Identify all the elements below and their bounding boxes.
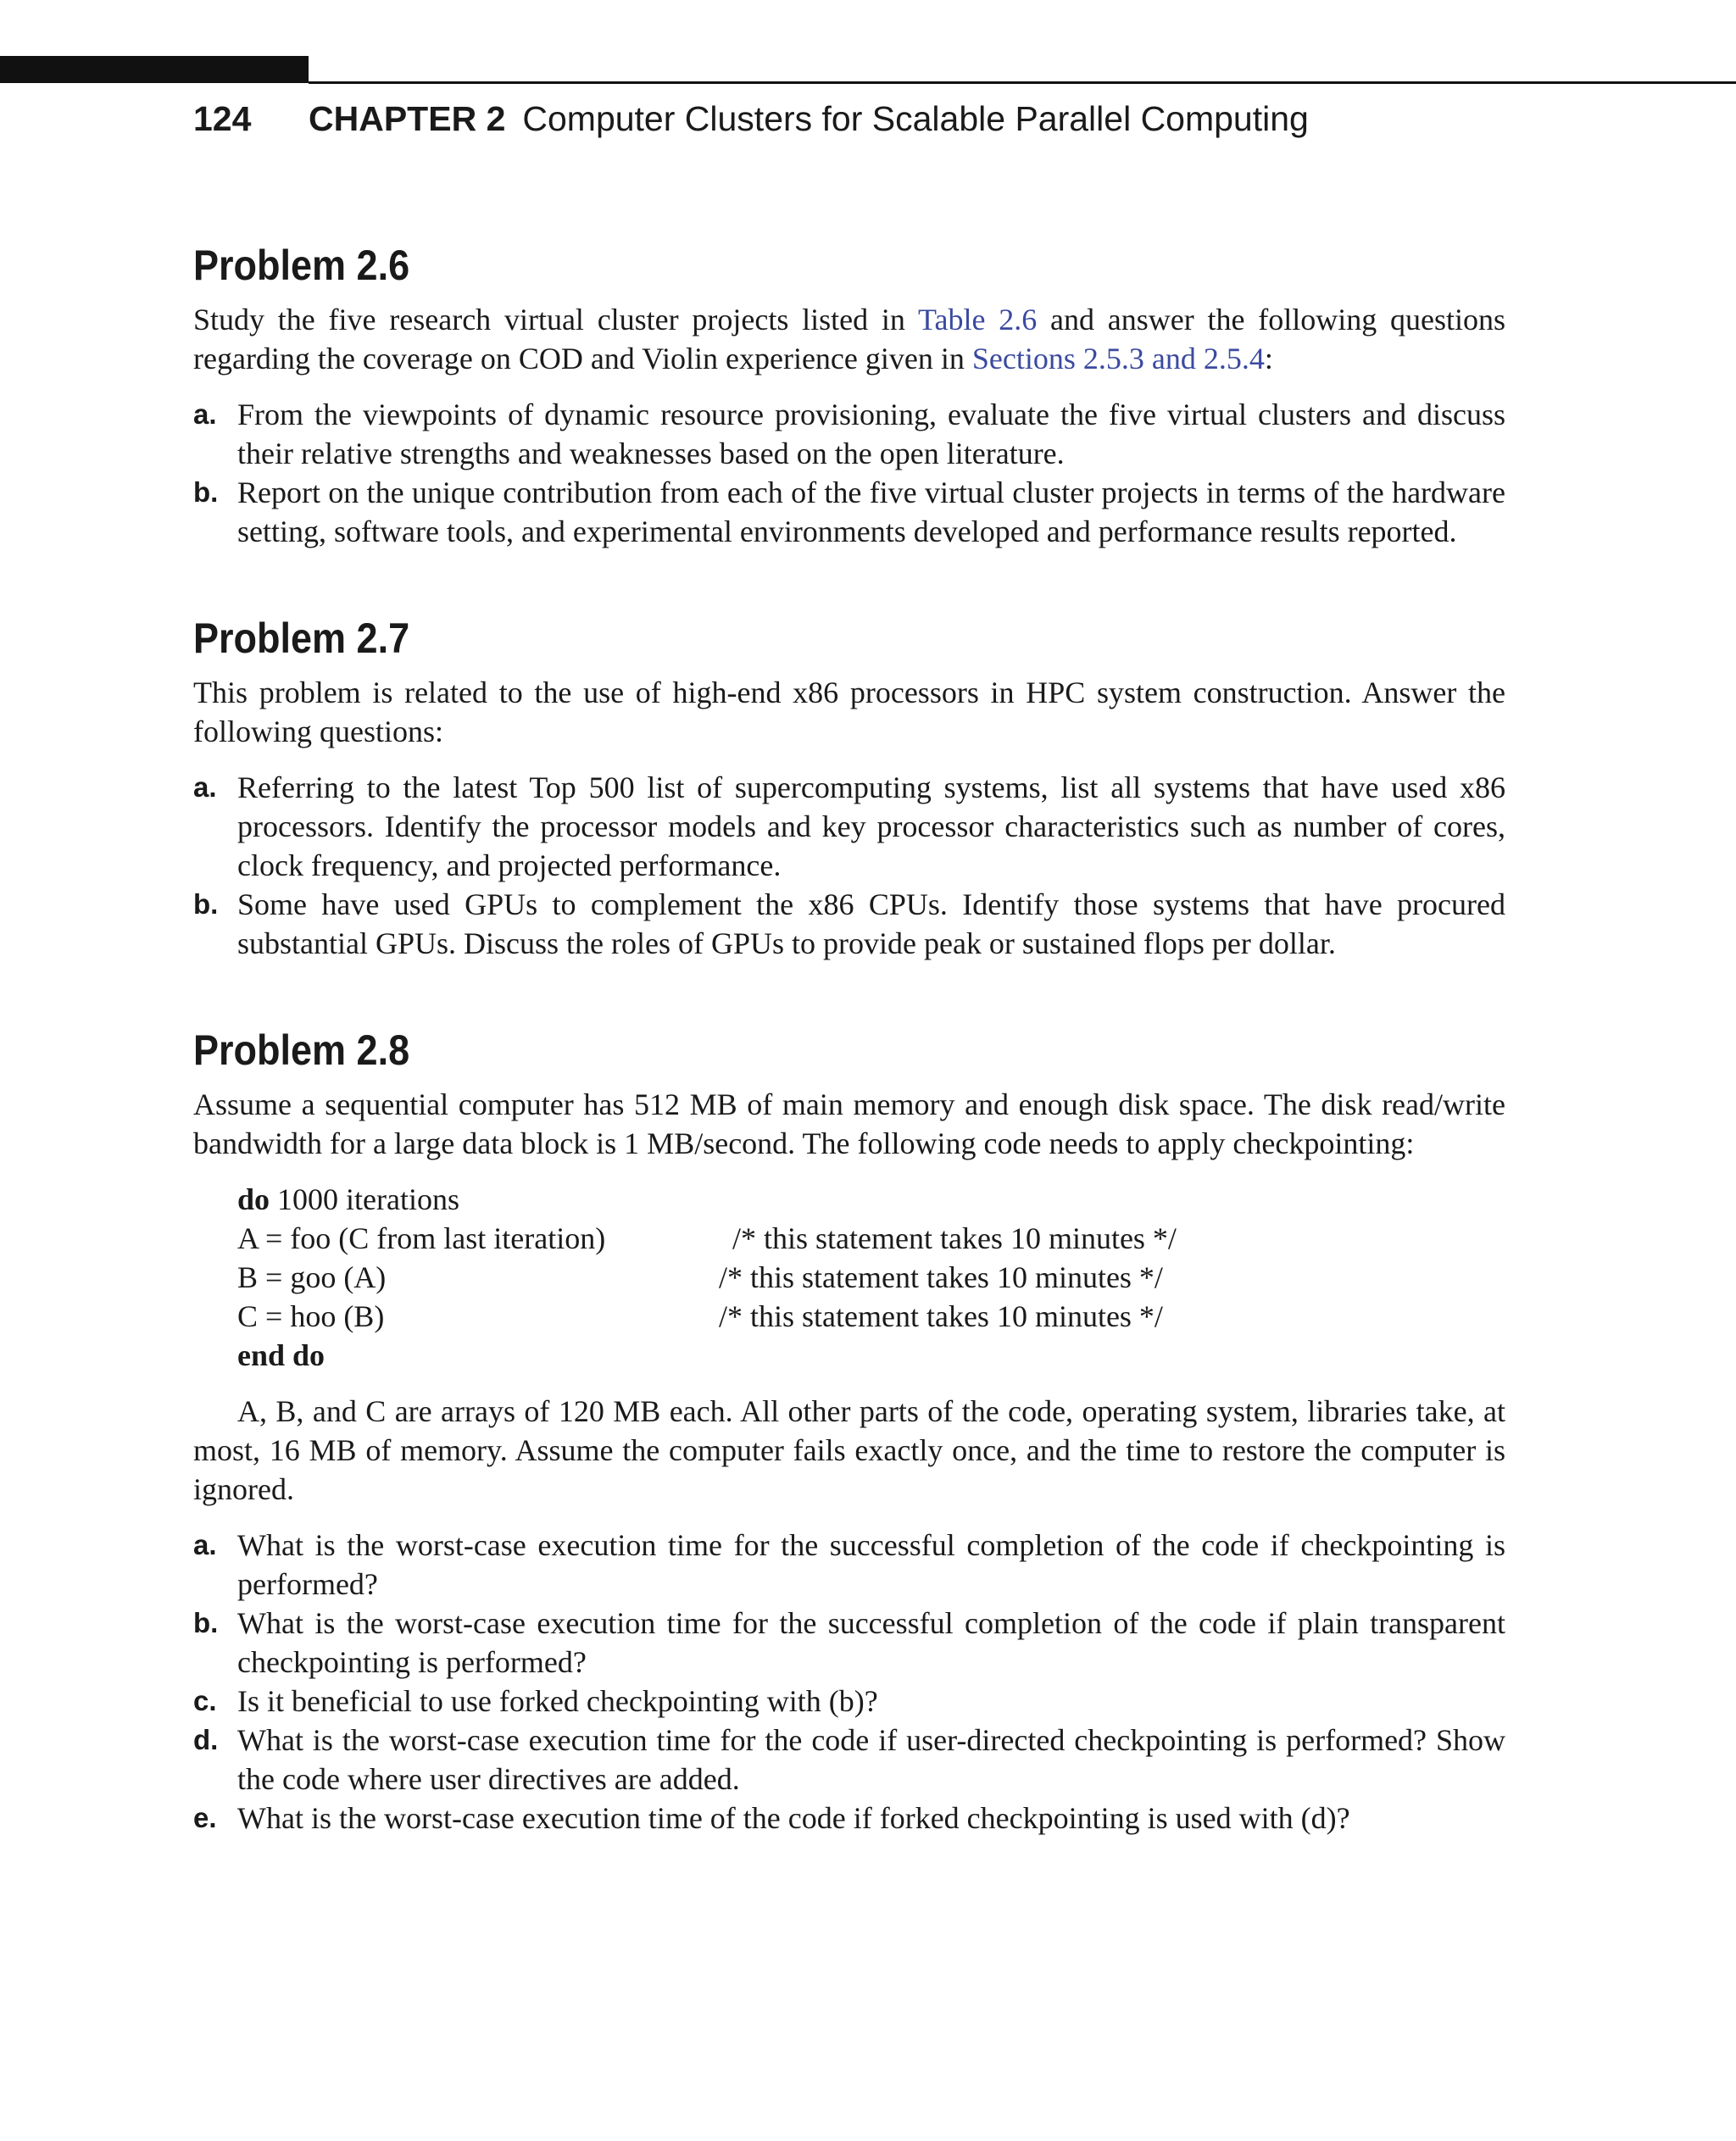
page-body: [193, 239, 1505, 1899]
item-label: a.: [193, 398, 217, 430]
item-label: d.: [193, 1724, 219, 1755]
header-bar: [0, 56, 309, 83]
code-line: [237, 1297, 1505, 1336]
problem-intro: Assume a sequential computer has 512 MB of main memory and enough disk space. The disk read/write bandwidth for a large data block is 1 MB/second. The following code needs to apply checkpointing:: [193, 1087, 1505, 1160]
question-item: [193, 473, 1505, 551]
code-statement: A = foo (C from last iteration): [237, 1221, 606, 1255]
code-statement: B = goo (A): [237, 1260, 387, 1294]
code-line: [237, 1258, 1505, 1297]
code-block: [237, 1180, 1505, 1375]
table-2-6-link[interactable]: Table 2.6: [918, 303, 1038, 336]
problem-title: Problem 2.8: [193, 1026, 410, 1074]
problem-2-6: [193, 239, 1505, 551]
code-text: 1000 iterations: [270, 1182, 459, 1216]
item-text: Report on the unique contribution from each of the five virtual cluster projects in terms of the hardware setting, software tools, and experimental environments developed and performance results reported.: [237, 475, 1505, 548]
problem-title: Problem 2.7: [193, 614, 410, 662]
problem-2-7: [193, 612, 1505, 963]
item-label: b.: [193, 476, 219, 508]
problem-intro: This problem is related to the use of high-end x86 processors in HPC system construction. Answer the following questions:: [193, 676, 1505, 748]
code-line: [237, 1336, 1505, 1375]
problem-2-8: [193, 1024, 1505, 1838]
item-text: What is the worst-case execution time of the code if forked checkpointing is used with (d)?: [237, 1801, 1350, 1835]
code-line: [237, 1219, 1505, 1258]
item-label: c.: [193, 1685, 217, 1716]
intro-text: and answer the following questions regarding the coverage on COD and Violin experience given in: [193, 303, 1506, 375]
question-list: [193, 395, 1505, 551]
code-statement: C = hoo (B): [237, 1299, 385, 1333]
question-item: [193, 885, 1505, 963]
item-label: a.: [193, 771, 217, 803]
code-comment: /* this statement takes 10 minutes */: [719, 1299, 1163, 1333]
chapter-label: CHAPTER 2: [309, 99, 506, 138]
problem-followup: A, B, and C are arrays of 120 MB each. All other parts of the code, operating system, libraries take, at most, 16 MB of memory. Assume the computer fails exactly once, and the time to restore the computer is ignored.: [193, 1394, 1505, 1506]
chapter-title: Computer Clusters for Scalable Parallel Computing: [522, 99, 1309, 138]
problem-title: Problem 2.6: [193, 242, 410, 289]
problem-intro: [193, 300, 1505, 378]
item-label: b.: [193, 888, 219, 920]
item-text: Referring to the latest Top 500 list of supercomputing systems, list all systems that have used x86 processors. Identify the processor models and key processor characteristics such as number of cores, clock frequency, and projected performance.: [237, 770, 1505, 882]
question-item: [193, 768, 1505, 885]
code-comment: /* this statement takes 10 minutes */: [719, 1260, 1163, 1294]
header-rule: [309, 81, 1736, 84]
question-list: [193, 768, 1505, 963]
question-list: [193, 1526, 1505, 1838]
question-item: [193, 1721, 1505, 1799]
question-item: [193, 1682, 1505, 1721]
item-label: b.: [193, 1607, 219, 1638]
item-label: e.: [193, 1802, 217, 1833]
sections-link[interactable]: Sections 2.5.3 and 2.5.4: [971, 342, 1265, 375]
item-text: Is it beneficial to use forked checkpointing with (b)?: [237, 1684, 878, 1718]
question-item: [193, 1604, 1505, 1682]
item-text: Some have used GPUs to complement the x86 CPUs. Identify those systems that have procured substantial GPUs. Discuss the roles of GPUs to provide peak or sustained flops per dollar.: [237, 887, 1505, 960]
code-line: [237, 1180, 1505, 1219]
intro-text: Study the five research virtual cluster projects listed in: [193, 303, 919, 336]
question-item: [193, 1526, 1505, 1604]
running-head: [193, 93, 1309, 144]
question-item: [193, 395, 1505, 473]
code-keyword: end do: [237, 1338, 326, 1372]
item-text: What is the worst-case execution time for the successful completion of the code if plain transparent checkpointing is performed?: [237, 1606, 1505, 1679]
page-number: 124: [193, 99, 252, 138]
item-text: What is the worst-case execution time for the successful completion of the code if checkpointing is performed?: [237, 1528, 1505, 1601]
code-comment: /* this statement takes 10 minutes */: [732, 1221, 1177, 1255]
question-item: [193, 1799, 1505, 1838]
intro-text: :: [1264, 342, 1273, 375]
item-text: What is the worst-case execution time for the code if user-directed checkpointing is performed? Show the code where user directives are added.: [237, 1723, 1505, 1796]
item-text: From the viewpoints of dynamic resource provisioning, evaluate the five virtual clusters and discuss their relative strengths and weaknesses based on the open literature.: [237, 398, 1505, 470]
item-label: a.: [193, 1529, 217, 1560]
code-keyword: do: [237, 1182, 270, 1216]
